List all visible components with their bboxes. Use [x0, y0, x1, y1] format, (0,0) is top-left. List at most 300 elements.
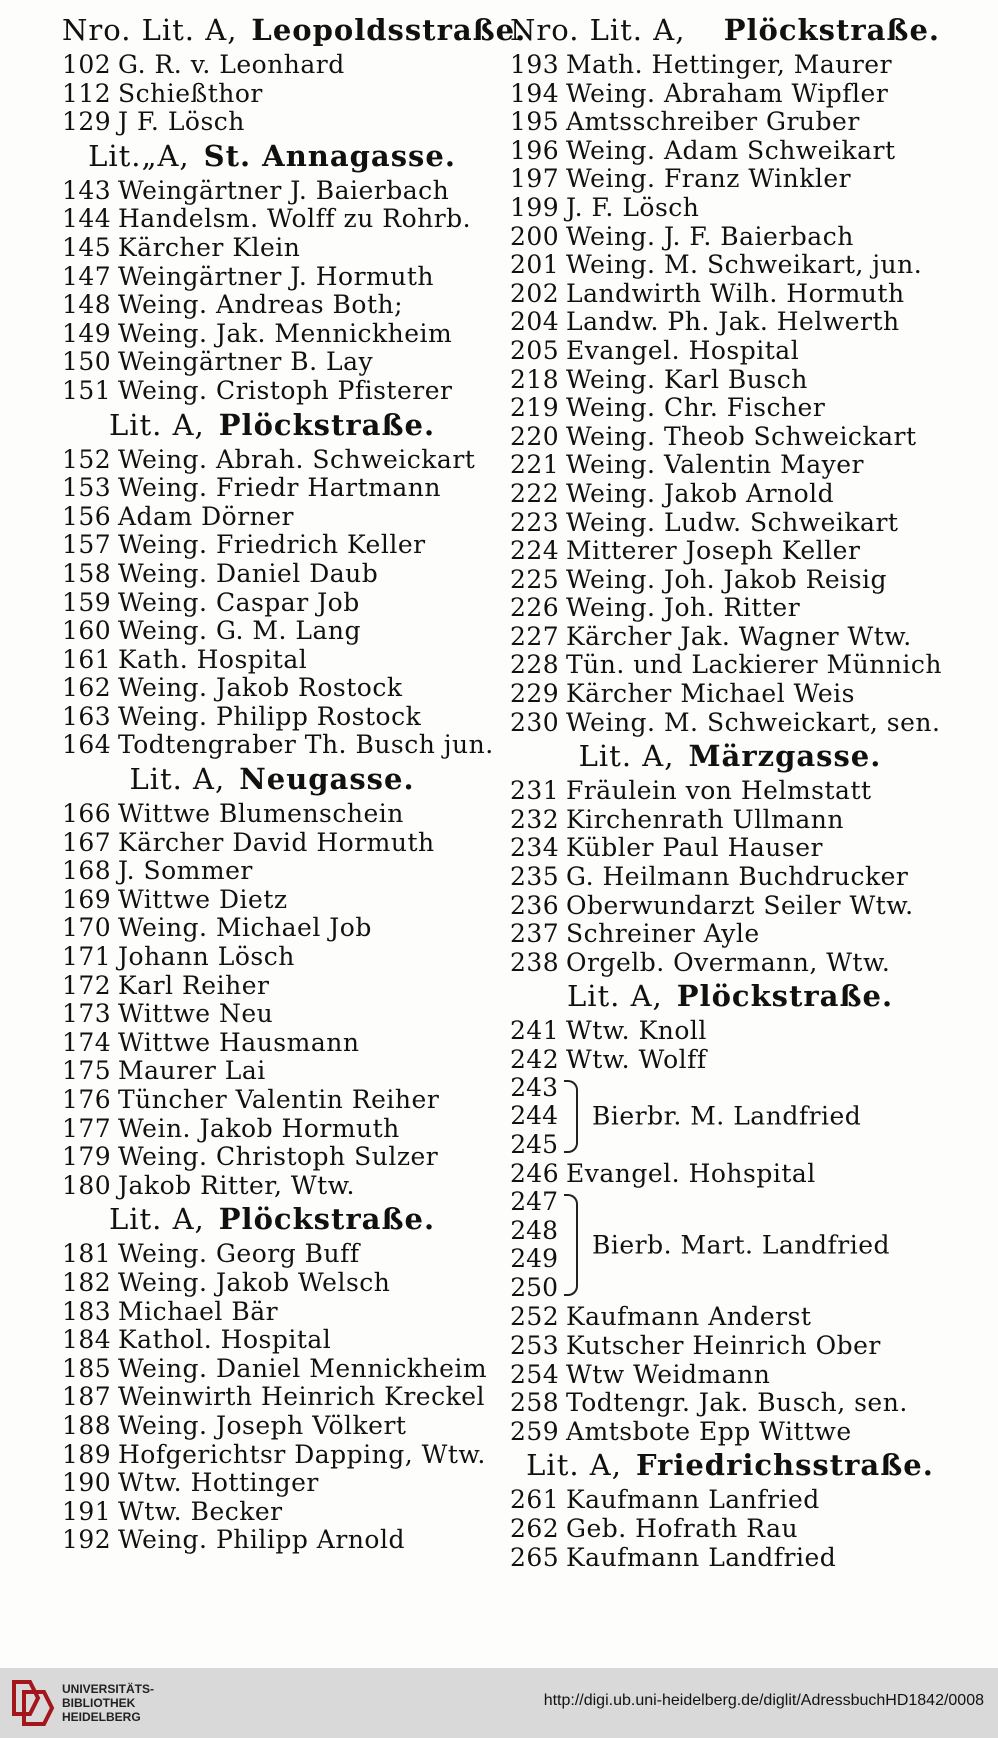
- entry-row: [510, 307, 950, 336]
- resident-name: Michael Bär: [118, 1296, 279, 1326]
- section-heading-street: Plöckstraße.: [218, 1202, 436, 1237]
- resident-name: Fräulein von Helmstatt: [566, 776, 872, 806]
- house-number: 205: [510, 335, 560, 365]
- house-number: 230: [510, 707, 560, 737]
- resident-name: Wtw Weidmann: [566, 1359, 771, 1389]
- resident-name: G. R. v. Leonhard: [118, 50, 345, 79]
- house-number: 192: [62, 1525, 112, 1555]
- house-number: 197: [510, 164, 560, 194]
- resident-name: Weing. Joseph Völkert: [118, 1410, 407, 1440]
- house-number: 241: [510, 1016, 560, 1046]
- entry-row: [62, 1439, 486, 1469]
- entry-row: [62, 319, 482, 348]
- entry-row: [510, 1485, 950, 1514]
- resident-name: Weing. Philipp Arnold: [118, 1525, 405, 1555]
- section-heading-street: Friedrichsstraße.: [635, 1448, 934, 1483]
- resident-name: Johann Lösch: [118, 942, 295, 972]
- resident-name: Bierb. Mart. Landfried: [592, 1230, 891, 1260]
- section-heading-street: Plöckstraße.: [218, 407, 436, 442]
- house-number: 200: [510, 221, 560, 251]
- house-number: 235: [510, 862, 560, 892]
- entry-row: [510, 365, 950, 394]
- entry-row: [62, 588, 482, 617]
- resident-name: Wittwe Hausmann: [118, 1027, 360, 1057]
- resident-name: Weingärtner J. Baierbach: [118, 175, 450, 205]
- entry-row: [510, 833, 950, 862]
- entry-row: [62, 856, 482, 885]
- section-heading: [62, 759, 482, 799]
- resident-name: Weing. Jakob Arnold: [566, 478, 835, 508]
- entry-row: [510, 336, 950, 365]
- entry-row: [62, 645, 482, 674]
- house-number: 183: [62, 1296, 112, 1326]
- section-heading-lit: Lit. A,: [578, 739, 675, 774]
- entry-row: [62, 1411, 482, 1440]
- house-number: 187: [62, 1382, 112, 1412]
- entry-row: [510, 679, 950, 708]
- entry-row: [510, 1543, 950, 1572]
- resident-name: Weing. Abrah. Schweickart: [118, 444, 476, 474]
- entry-row: [62, 262, 482, 291]
- entry-row: [510, 919, 950, 948]
- resident-name: Weing. Adam Schweikart: [566, 135, 896, 165]
- section-heading-street: St. Annagasse.: [203, 138, 456, 173]
- entry-row: [62, 799, 482, 828]
- house-number: 158: [62, 558, 112, 588]
- entry-row: [62, 530, 482, 559]
- house-number: 185: [62, 1353, 112, 1383]
- house-number: 254: [510, 1359, 560, 1389]
- house-number: 162: [62, 673, 112, 703]
- resident-name: Jakob Ritter, Wtw.: [118, 1170, 356, 1200]
- house-number: 151: [62, 375, 112, 405]
- resident-name: Weing. Theob Schweickart: [566, 421, 917, 451]
- entry-row: [510, 862, 950, 891]
- house-number: 143: [62, 175, 112, 205]
- entry-row: [510, 1302, 950, 1331]
- resident-name: Weing. Franz Winkler: [566, 164, 852, 194]
- resident-name: Amtsbote Epp Wittwe: [566, 1416, 852, 1446]
- section-heading-street: Plöckstraße.: [676, 979, 894, 1014]
- resident-name: Schreiner Ayle: [566, 919, 760, 949]
- section-heading-lit: Lit. A,: [108, 1202, 205, 1237]
- resident-name: Kärcher Michael Weis: [566, 679, 855, 709]
- house-number: 194: [510, 78, 560, 108]
- resident-name: Weing. G. M. Lang: [118, 616, 362, 646]
- house-number: 262: [510, 1513, 560, 1543]
- house-number: 245: [510, 1129, 558, 1159]
- entry-row: [62, 347, 482, 376]
- entry-row: [510, 50, 950, 79]
- house-number: 167: [62, 827, 112, 857]
- house-number: 248: [510, 1215, 558, 1245]
- resident-name: Weing. M. Schweickart, sen.: [566, 707, 941, 737]
- house-number: 237: [510, 919, 560, 949]
- entry-row: [510, 393, 950, 422]
- resident-name: Tüncher Valentin Reiher: [118, 1085, 440, 1114]
- resident-name: Weing. Christoph Sulzer: [118, 1142, 439, 1172]
- resident-name: Weing. Jakob Welsch: [118, 1267, 391, 1297]
- section-heading: [510, 976, 950, 1016]
- house-number: 150: [62, 347, 112, 377]
- entry-row: [62, 942, 482, 971]
- house-number: 253: [510, 1330, 560, 1360]
- entry-row: [62, 828, 482, 857]
- resident-name: Math. Hettinger, Maurer: [566, 50, 893, 79]
- house-number: 193: [510, 50, 560, 79]
- entry-row: [62, 1171, 482, 1200]
- house-number: 247: [510, 1186, 558, 1216]
- house-number: 163: [62, 701, 112, 731]
- house-number: 179: [62, 1142, 112, 1172]
- footer-bar: [0, 1668, 998, 1738]
- resident-name: Kathol. Hospital: [118, 1325, 332, 1355]
- resident-name: Wtw. Hottinger: [118, 1468, 319, 1498]
- house-number: 176: [62, 1085, 112, 1114]
- entry-row: [510, 1388, 950, 1417]
- house-number: 157: [62, 530, 112, 560]
- resident-name: Weingärtner B. Lay: [118, 347, 374, 377]
- resident-name: Wittwe Blumenschein: [118, 799, 404, 829]
- house-number: 259: [510, 1416, 560, 1446]
- resident-name: Kaufmann Lanfried: [566, 1485, 820, 1515]
- entry-row: [62, 50, 482, 79]
- house-number: 171: [62, 942, 112, 972]
- entry-row: [510, 708, 950, 737]
- house-number: 149: [62, 318, 112, 348]
- entry-row: [62, 1056, 482, 1085]
- resident-name: Weing. Joh. Jakob Reisig: [566, 564, 888, 594]
- library-logo-icon: [10, 1678, 56, 1728]
- resident-name: Oberwundarzt Seiler Wtw.: [566, 890, 914, 920]
- resident-name: Wittwe Neu: [118, 999, 274, 1029]
- house-number: 160: [62, 616, 112, 646]
- entry-row: [510, 136, 950, 165]
- library-name-line-2: BIBLIOTHEK: [62, 1696, 136, 1710]
- entry-row: [62, 376, 482, 405]
- house-number: 220: [510, 421, 560, 451]
- entry-row: [510, 422, 950, 451]
- house-number: 258: [510, 1388, 560, 1418]
- house-number: 144: [62, 204, 112, 234]
- resident-name: Weing. Michael Job: [118, 913, 372, 943]
- house-number: 199: [510, 192, 560, 222]
- section-heading-lit: Lit. A,: [526, 1448, 622, 1483]
- house-number: 231: [510, 776, 560, 806]
- right-column: [510, 10, 950, 1571]
- house-number: 173: [62, 999, 112, 1029]
- entry-row: [62, 1085, 482, 1114]
- resident-name: Weing. M. Schweikart, jun.: [566, 250, 923, 280]
- house-number: 129: [62, 107, 112, 137]
- resident-name: Kübler Paul Hauser: [566, 833, 823, 863]
- resident-name: Weinwirth Heinrich Kreckel: [118, 1382, 486, 1412]
- resident-name: Kärcher David Hormuth: [118, 827, 435, 857]
- entry-row: [510, 593, 950, 622]
- house-number: 152: [62, 444, 112, 474]
- entry-row: [62, 673, 482, 702]
- entry-row: [510, 1360, 950, 1389]
- left-column: [62, 10, 527, 1555]
- entry-row: [62, 233, 482, 262]
- resident-name: Amtsschreiber Gruber: [566, 107, 860, 137]
- house-number: 228: [510, 650, 560, 680]
- section-heading-lit: Lit. A,: [129, 762, 226, 797]
- section-heading: [510, 1445, 950, 1485]
- bracketed-entry: [510, 1074, 950, 1160]
- house-number: 243: [510, 1072, 558, 1102]
- resident-name: Geb. Hofrath Rau: [566, 1513, 799, 1543]
- section-heading: [62, 405, 482, 445]
- library-name-line-1: UNIVERSITÄTS-: [62, 1682, 155, 1696]
- house-number: 204: [510, 307, 560, 337]
- resident-name: Wtw. Wolff: [566, 1045, 707, 1074]
- house-number: 261: [510, 1485, 560, 1515]
- house-number: 226: [510, 593, 560, 623]
- house-number: 174: [62, 1027, 112, 1057]
- entry-row: [510, 222, 950, 251]
- house-number: 218: [510, 364, 560, 394]
- resident-name: Karl Reiher: [118, 970, 270, 1000]
- house-number: 168: [62, 856, 112, 886]
- entry-row: [510, 622, 950, 651]
- house-number: 242: [510, 1045, 560, 1074]
- entry-row: [510, 1045, 950, 1074]
- entry-row: [62, 473, 482, 502]
- house-number: 181: [62, 1239, 112, 1269]
- resident-name: Kath. Hospital: [118, 644, 308, 674]
- house-number: 166: [62, 799, 112, 829]
- resident-name: Wtw. Becker: [118, 1496, 283, 1526]
- entry-row: [62, 702, 482, 731]
- resident-name: Weing. Daniel Daub: [118, 558, 379, 588]
- section-heading: [62, 136, 482, 176]
- entry-row: [62, 1297, 482, 1326]
- house-number: 147: [62, 261, 112, 291]
- library-name: [62, 1682, 154, 1724]
- entry-row: [510, 450, 950, 479]
- house-number: 184: [62, 1325, 112, 1355]
- entry-row: [510, 948, 950, 977]
- entry-row: [510, 536, 950, 565]
- entry-row: [62, 502, 482, 531]
- section-heading-street: Neugasse.: [239, 762, 415, 797]
- section-heading: [510, 10, 950, 50]
- section-heading: [510, 736, 950, 776]
- house-number: 188: [62, 1410, 112, 1440]
- entry-row: [62, 559, 482, 588]
- house-number: 145: [62, 232, 112, 262]
- entry-row: [62, 971, 482, 1000]
- house-number: 159: [62, 587, 112, 617]
- entry-row: [510, 279, 950, 308]
- house-number: 234: [510, 833, 560, 863]
- house-number: 225: [510, 564, 560, 594]
- house-number: 182: [62, 1267, 112, 1297]
- curly-brace-icon: [564, 1080, 578, 1154]
- section-heading-lit: Lit. A,: [108, 407, 205, 442]
- entry-row: [62, 730, 494, 760]
- entry-row: [62, 1525, 482, 1554]
- entry-row: [510, 250, 950, 279]
- library-name-line-3: HEIDELBERG: [62, 1710, 141, 1724]
- house-number: 219: [510, 393, 560, 423]
- section-heading: [62, 10, 527, 50]
- resident-name: Weing. Philipp Rostock: [118, 701, 422, 731]
- house-number: 224: [510, 536, 560, 566]
- house-number: 112: [62, 78, 112, 108]
- house-number: 249: [510, 1244, 558, 1274]
- section-heading-lit: Nro. Lit. A,: [62, 13, 238, 47]
- resident-name: J. F. Lösch: [566, 192, 700, 222]
- entry-row: [510, 107, 950, 136]
- resident-name: Weing. Jak. Mennickheim: [118, 318, 453, 348]
- resident-name: Kaufmann Anderst: [566, 1302, 812, 1332]
- house-number: 229: [510, 679, 560, 709]
- entry-row: [62, 1239, 482, 1268]
- house-number: 250: [510, 1272, 558, 1302]
- resident-name: Kärcher Jak. Wagner Wtw.: [566, 621, 912, 651]
- entry-row: [510, 164, 950, 193]
- entry-row: [510, 891, 950, 920]
- curly-brace-icon: [564, 1194, 578, 1296]
- entry-row: [510, 1016, 950, 1045]
- resident-name: Weing. Georg Buff: [118, 1239, 360, 1269]
- entry-row: [62, 885, 482, 914]
- entry-row: [62, 290, 482, 319]
- resident-name: Weing. Valentin Mayer: [566, 450, 864, 480]
- house-number: 196: [510, 135, 560, 165]
- resident-name: Tün. und Lackierer Münnich: [566, 650, 943, 680]
- section-heading-street: Plöckstraße.: [723, 13, 940, 47]
- house-number: 156: [62, 501, 112, 531]
- resident-name: Weing. Cristoph Pfisterer: [118, 375, 453, 405]
- resident-name: Todtengr. Jak. Busch, sen.: [566, 1388, 908, 1418]
- house-number: 148: [62, 290, 112, 320]
- entry-row: [62, 1325, 482, 1354]
- resident-name: Landw. Ph. Jak. Helwerth: [566, 307, 900, 337]
- resident-name: Weingärtner J. Hormuth: [118, 261, 434, 291]
- section-heading-lit: Lit. A,: [566, 979, 663, 1014]
- entry-row: [62, 1353, 488, 1383]
- house-number: 246: [510, 1159, 560, 1189]
- resident-name: Kaufmann Landfried: [566, 1542, 837, 1572]
- resident-name: Bierbr. M. Landfried: [592, 1101, 862, 1131]
- entry-row: [62, 1268, 482, 1297]
- resident-name: Adam Dörner: [118, 501, 295, 531]
- resident-name: Landwirth Wilh. Hormuth: [566, 278, 905, 308]
- house-number: 172: [62, 970, 112, 1000]
- resident-name: Kärcher Klein: [118, 232, 301, 262]
- entry-row: [510, 193, 950, 222]
- house-number: 238: [510, 947, 560, 977]
- resident-name: J. Sommer: [118, 856, 253, 886]
- section-heading: [62, 1199, 482, 1239]
- house-number: 161: [62, 644, 112, 674]
- entry-row: [62, 999, 482, 1028]
- resident-name: Hofgerichtsr Dapping, Wtw.: [118, 1439, 486, 1469]
- resident-name: Kirchenrath Ullmann: [566, 804, 844, 834]
- house-number: 195: [510, 107, 560, 137]
- entry-row: [510, 479, 950, 508]
- resident-name: Schießthor: [118, 78, 263, 108]
- house-number: 223: [510, 507, 560, 537]
- resident-name: Orgelb. Overmann, Wtw.: [566, 947, 891, 977]
- house-number: 164: [62, 730, 112, 760]
- resident-name: Weing. Abraham Wipfler: [566, 78, 889, 108]
- entry-row: [62, 107, 482, 136]
- resident-name: Weing. Daniel Mennickheim: [118, 1353, 488, 1383]
- resident-name: Mitterer Joseph Keller: [566, 536, 861, 566]
- resident-name: Handelsm. Wolff zu Rohrb.: [118, 204, 472, 234]
- entry-row: [62, 1497, 482, 1526]
- house-number: 169: [62, 884, 112, 914]
- entry-row: [62, 1382, 486, 1412]
- resident-name: Weing. Joh. Ritter: [566, 593, 801, 623]
- house-number: 180: [62, 1170, 112, 1200]
- resident-name: Weing. Karl Busch: [566, 364, 808, 394]
- section-heading-lit: Nro. Lit. A,: [510, 13, 686, 47]
- entry-row: [510, 1417, 950, 1446]
- resident-name: Kutscher Heinrich Ober: [566, 1330, 881, 1360]
- resident-name: Evangel. Hohspital: [566, 1159, 816, 1189]
- entry-row: [510, 1159, 950, 1188]
- section-heading-street: Märzgasse.: [688, 739, 882, 774]
- entry-row: [62, 913, 482, 942]
- resident-name: Weing. Ludw. Schweikart: [566, 507, 899, 537]
- section-heading-lit: Lit.„A,: [88, 138, 190, 173]
- resident-name: J F. Lösch: [118, 107, 245, 137]
- entry-row: [510, 776, 950, 805]
- house-number: 201: [510, 250, 560, 280]
- house-number: 153: [62, 473, 112, 503]
- house-number: 202: [510, 278, 560, 308]
- entry-row: [510, 1331, 950, 1360]
- resident-name: Weing. J. F. Baierbach: [566, 221, 854, 251]
- house-number: 102: [62, 50, 112, 79]
- resident-name: Evangel. Hospital: [566, 335, 800, 365]
- entry-row: [510, 1514, 950, 1543]
- entry-row: [62, 1028, 482, 1057]
- house-number: 232: [510, 804, 560, 834]
- entry-row: [510, 565, 950, 594]
- house-number: 191: [62, 1496, 112, 1526]
- house-number: 177: [62, 1113, 112, 1143]
- resident-name: Wittwe Dietz: [118, 884, 288, 914]
- resident-name: Wtw. Knoll: [566, 1016, 707, 1046]
- house-number: 221: [510, 450, 560, 480]
- house-number: 265: [510, 1542, 560, 1572]
- resident-name: Weing. Caspar Job: [118, 587, 360, 617]
- entry-row: [510, 650, 950, 679]
- resident-name: Weing. Friedr Hartmann: [118, 473, 441, 503]
- house-number: 244: [510, 1101, 558, 1131]
- house-number: 170: [62, 913, 112, 943]
- house-number: 227: [510, 621, 560, 651]
- entry-row: [62, 616, 482, 645]
- house-number: 222: [510, 478, 560, 508]
- entry-row: [510, 79, 950, 108]
- house-number: 236: [510, 890, 560, 920]
- source-url-link[interactable]: http://digi.ub.uni-heidelberg.de/diglit/AdressbuchHD1842/0008: [543, 1692, 984, 1709]
- entry-row: [62, 204, 482, 233]
- section-heading-street: Leopoldsstraße.: [251, 13, 527, 47]
- resident-name: G. Heilmann Buchdrucker: [566, 862, 909, 892]
- bracketed-entry: [510, 1188, 950, 1302]
- entry-row: [62, 1142, 482, 1171]
- resident-name: Weing. Jakob Rostock: [118, 673, 403, 703]
- resident-name: Maurer Lai: [118, 1056, 266, 1086]
